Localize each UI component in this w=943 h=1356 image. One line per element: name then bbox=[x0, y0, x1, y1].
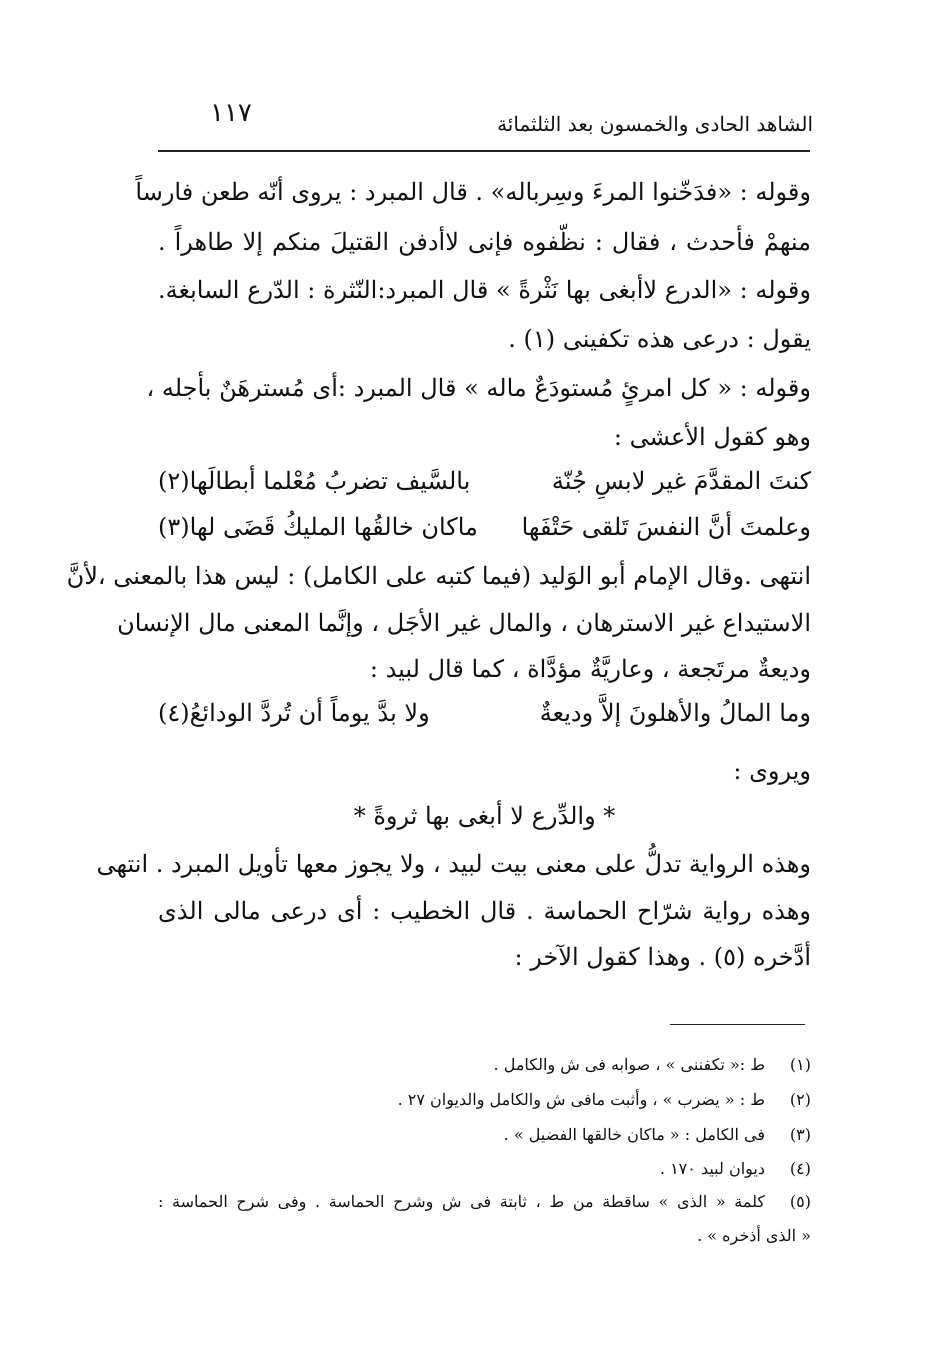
footnote-3-text: فى الكامل : « ماكان خالقها الفضيل » . bbox=[503, 1125, 765, 1144]
verse-3 bbox=[158, 697, 811, 729]
footnote-5-number: (٥) bbox=[789, 1192, 811, 1211]
footnote-2-text: ط : « يضرب » ، وأثبت مافى ش والكامل والديوان ٢٧ . bbox=[397, 1090, 765, 1109]
verse-3-first-hemistich: وما المالُ والأهلونَ إلاَّ وديعةٌ bbox=[539, 699, 811, 727]
footnote-4-number: (٤) bbox=[789, 1159, 811, 1178]
footnote-5-text: كلمة « الذى » ساقطة من ط ، ثابتة فى ش وشرح الحماسة . وفى شرح الحماسة : bbox=[158, 1192, 765, 1211]
footnote-1-text: ط :« تكفننى » ، صوابه فى ش والكامل . bbox=[493, 1055, 765, 1074]
verse-1-second-hemistich: بالسَّيف تضربُ مُعْلما أبطالَها(٢) bbox=[158, 467, 471, 495]
header-rule bbox=[158, 150, 810, 152]
verse-1-first-hemistich: كنتَ المقدَّمَ غير لابسِ جُنّة bbox=[551, 467, 811, 495]
verse-3-second-hemistich: ولا بدَّ يوماً أن تُردَّ الودائعُ(٤) bbox=[158, 699, 430, 727]
body-line-10: وهذه الرواية تدلُّ على معنى بيت لبيد ، ولا يجوز معها تأويل المبرد . انتهى bbox=[96, 850, 811, 878]
yurwa-label: ويروى : bbox=[733, 757, 811, 785]
footnote-rule bbox=[670, 1024, 805, 1025]
body-line-5: وقوله : « كل امرئٍ مُستودَعٌ ماله » قال المبرد :أى مُسترهَنٌ بأجله ، bbox=[146, 374, 811, 402]
footnote-4-text: ديوان لبيد ١٧٠ . bbox=[659, 1159, 765, 1178]
footnote-3-number: (٣) bbox=[789, 1125, 811, 1144]
body-line-8: الاستيداع غير الاسترهان ، والمال غير الأجَل ، وإنَّما المعنى مال الإنسان bbox=[117, 609, 811, 637]
body-line-2: منهمْ فأحدث ، فقال : نظّفوه فإنى لاأدفن القتيلَ منكم إلا طاهراً . bbox=[158, 228, 811, 256]
footnote-1-number: (١) bbox=[789, 1055, 811, 1074]
verse-2-second-hemistich: ماكان خالقُها المليكُ قَضَى لها(٣) bbox=[158, 513, 478, 541]
verse-1 bbox=[158, 465, 811, 497]
body-line-1: وقوله : «فدَخّنوا المرءَ وسِرباله» . قال المبرد : يروى أنّه طعن فارساً bbox=[135, 178, 811, 206]
page-number: ١١٧ bbox=[210, 98, 252, 128]
body-line-6: وهو كقول الأعشى : bbox=[613, 423, 811, 451]
half-verse: * والدِّرع لا أبغى بها ثروةً * bbox=[353, 802, 616, 830]
footnote-2-number: (٢) bbox=[789, 1090, 811, 1109]
body-line-11: وهذه رواية شرّاح الحماسة . قال الخطيب : أى درعى مالى الذى bbox=[158, 897, 811, 925]
body-line-7: انتهى .وقال الإمام أبو الوَليد (فيما كتبه على الكامل) : ليس هذا بالمعنى ،لأنَّ bbox=[66, 562, 811, 590]
running-header-title: الشاهد الحادى والخمسون بعد الثلثمائة bbox=[497, 112, 813, 136]
body-line-12: أدَّخره (٥) . وهذا كقول الآخر : bbox=[514, 943, 811, 971]
footnote-5-continuation: « الذى أذخره » . bbox=[697, 1226, 811, 1245]
verse-2-first-hemistich: وعلمتَ أنَّ النفسَ تَلقى حَتْفَها bbox=[521, 513, 811, 541]
verse-2 bbox=[158, 511, 811, 543]
body-line-3: وقوله : «الدرع لاأبغى بها نَثْرةً » قال المبرد:النّثرة : الدّرع السابغة. bbox=[158, 276, 811, 304]
body-line-9: وديعةٌ مرتَجعة ، وعاريَّةٌ مؤدَّاة ، كما قال لبيد : bbox=[369, 655, 811, 683]
body-line-4: يقول : درعى هذه تكفينى (١) . bbox=[508, 325, 811, 353]
